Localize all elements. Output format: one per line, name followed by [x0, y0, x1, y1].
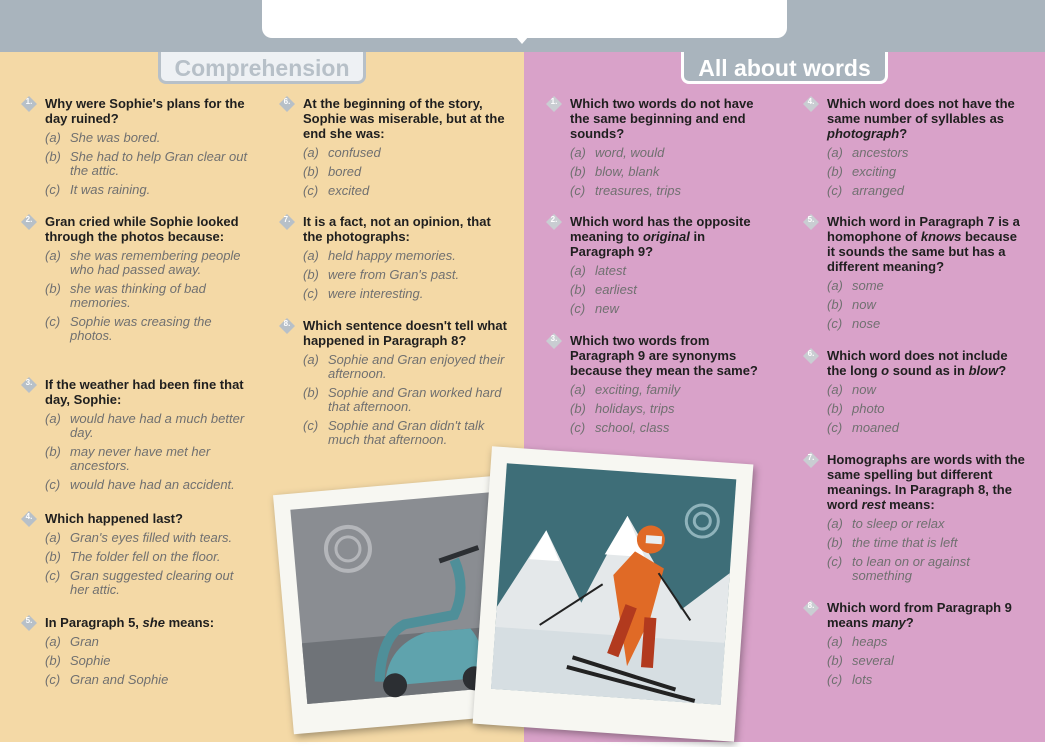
question-number-badge — [21, 96, 37, 112]
option-text: moaned — [852, 420, 899, 435]
comprehension-title: Comprehension — [158, 52, 366, 84]
question-number: 1. — [25, 97, 33, 106]
answer-option[interactable] — [303, 184, 508, 198]
comprehension-question-4 — [25, 511, 250, 597]
option-letter: (b) — [827, 164, 843, 179]
answer-option[interactable] — [570, 402, 770, 416]
option-letter: (b) — [303, 164, 319, 179]
words-question-6 — [807, 348, 1027, 435]
option-text: word, would — [595, 145, 665, 160]
answer-option[interactable] — [570, 264, 770, 278]
question-number-badge — [546, 333, 562, 349]
answer-option[interactable] — [827, 317, 1027, 331]
option-letter: (c) — [303, 418, 319, 433]
option-text: excited — [328, 183, 370, 198]
option-letter: (b) — [827, 401, 843, 416]
option-text: exciting, family — [595, 382, 681, 397]
option-letter: (c) — [827, 183, 843, 198]
question-text: Which sentence doesn't tell what happened in Paragraph 8? — [303, 318, 507, 348]
question-number: 8. — [283, 319, 291, 328]
words-question-4 — [807, 96, 1027, 198]
answer-option[interactable] — [45, 654, 250, 668]
option-text: ancestors — [852, 145, 909, 160]
option-text: bored — [328, 164, 362, 179]
option-text: holidays, trips — [595, 401, 675, 416]
question-number-badge — [546, 96, 562, 112]
comprehension-question-3 — [25, 377, 250, 492]
option-letter: (a) — [303, 248, 319, 263]
answer-option[interactable] — [45, 478, 250, 492]
answer-option[interactable] — [45, 635, 250, 649]
option-text: held happy memories. — [328, 248, 456, 263]
question-number-badge — [803, 348, 819, 364]
option-text: photo — [852, 401, 885, 416]
answer-option[interactable] — [827, 421, 1027, 435]
answer-option[interactable] — [570, 302, 770, 316]
comprehension-question-6 — [283, 96, 508, 198]
option-text: were from Gran's past. — [328, 267, 460, 282]
question-text: Which word does not include the long o sound as in blow? — [827, 348, 1008, 378]
words-question-8 — [807, 600, 1027, 687]
option-letter: (a) — [45, 411, 61, 426]
option-letter: (c) — [45, 568, 61, 583]
words-question-7 — [807, 452, 1027, 583]
option-letter: (c) — [45, 182, 61, 197]
option-text: The folder fell on the floor. — [70, 549, 221, 564]
option-text: heaps — [852, 634, 888, 649]
question-number: 2. — [25, 215, 33, 224]
answer-option[interactable] — [303, 165, 508, 179]
option-letter: (b) — [570, 164, 586, 179]
answer-option[interactable] — [570, 165, 770, 179]
option-letter: (c) — [45, 477, 61, 492]
skier-illustration — [473, 446, 754, 742]
answer-option[interactable] — [827, 536, 1027, 550]
option-letter: (a) — [570, 382, 586, 397]
answer-option[interactable] — [303, 419, 508, 447]
option-text: Sophie and Gran enjoyed their afternoon. — [328, 352, 505, 381]
answer-option[interactable] — [45, 412, 250, 440]
option-text: were interesting. — [328, 286, 424, 301]
question-text: At the beginning of the story, Sophie was miserable, but at the end she was: — [303, 96, 505, 141]
option-text: to lean on or against something — [852, 554, 970, 583]
question-text: It is a fact, not an opinion, that the photographs: — [303, 214, 491, 244]
question-number-badge — [803, 452, 819, 468]
answer-option[interactable] — [45, 150, 250, 178]
option-text: now — [852, 382, 876, 397]
option-text: several — [852, 653, 894, 668]
option-letter: (b) — [45, 149, 61, 164]
answer-option[interactable] — [827, 383, 1027, 397]
words-question-3 — [550, 333, 770, 435]
words-question-1 — [550, 96, 770, 198]
option-text: she was remembering people who had passed away. — [70, 248, 241, 277]
question-number-badge — [21, 214, 37, 230]
question-number-badge — [21, 377, 37, 393]
question-number: 6. — [807, 349, 815, 358]
question-number: 4. — [807, 97, 815, 106]
option-letter: (c) — [827, 420, 843, 435]
option-text: latest — [595, 263, 627, 278]
question-text: Which two words from Paragraph 9 are synonyms because they mean the same? — [570, 333, 758, 378]
option-text: confused — [328, 145, 381, 160]
answer-option[interactable] — [45, 282, 250, 310]
answer-option[interactable] — [45, 569, 250, 597]
answer-option[interactable] — [827, 517, 1027, 531]
question-text: In Paragraph 5, she means: — [45, 615, 215, 630]
option-letter: (c) — [827, 316, 843, 331]
question-number: 7. — [807, 453, 815, 462]
answer-option[interactable] — [45, 249, 250, 277]
option-letter: (a) — [303, 145, 319, 160]
option-letter: (c) — [570, 183, 586, 198]
question-number-badge — [803, 96, 819, 112]
answer-option[interactable] — [570, 146, 770, 160]
option-letter: (b) — [303, 385, 319, 400]
question-text: Homographs are words with the same spelling but different meanings. In Paragraph 8, the word rest means: — [827, 452, 1025, 512]
option-letter: (b) — [45, 281, 61, 296]
option-letter: (b) — [303, 267, 319, 282]
answer-option[interactable] — [45, 445, 250, 473]
option-letter: (a) — [45, 530, 61, 545]
option-text: blow, blank — [595, 164, 660, 179]
option-letter: (a) — [570, 263, 586, 278]
answer-option[interactable] — [303, 287, 508, 301]
skier-photo — [473, 446, 754, 742]
answer-option[interactable] — [570, 283, 770, 297]
option-text: It was raining. — [70, 182, 151, 197]
answer-option[interactable] — [303, 268, 508, 282]
answer-option[interactable] — [303, 353, 508, 381]
answer-option[interactable] — [45, 131, 250, 145]
answer-option[interactable] — [303, 146, 508, 160]
question-number-badge — [21, 615, 37, 631]
option-text: lots — [852, 672, 873, 687]
option-text: nose — [852, 316, 881, 331]
option-text: Gran and Sophie — [70, 672, 169, 687]
comprehension-question-7 — [283, 214, 508, 301]
option-text: new — [595, 301, 619, 316]
option-letter: (b) — [827, 535, 843, 550]
comprehension-question-1 — [25, 96, 250, 197]
answer-option[interactable] — [45, 550, 250, 564]
option-letter: (a) — [827, 516, 843, 531]
header-notch — [515, 36, 529, 44]
option-letter: (c) — [303, 286, 319, 301]
option-text: Gran — [70, 634, 99, 649]
answer-option[interactable] — [570, 421, 770, 435]
question-number-badge — [279, 96, 295, 112]
option-text: to sleep or relax — [852, 516, 945, 531]
option-letter: (b) — [827, 297, 843, 312]
words-question-2 — [550, 214, 770, 316]
question-text: If the weather had been fine that day, Sophie: — [45, 377, 244, 407]
answer-option[interactable] — [827, 673, 1027, 687]
option-letter: (a) — [827, 382, 843, 397]
option-letter: (a) — [827, 278, 843, 293]
question-number-badge — [546, 214, 562, 230]
question-number: 5. — [25, 616, 33, 625]
question-text: Which word has the opposite meaning to original in Paragraph 9? — [570, 214, 751, 259]
option-text: the time that is left — [852, 535, 958, 550]
question-number-badge — [279, 214, 295, 230]
answer-option[interactable] — [827, 165, 1027, 179]
option-letter: (b) — [827, 653, 843, 668]
question-number: 8. — [807, 601, 815, 610]
question-number: 6. — [283, 97, 291, 106]
question-text: Which word does not have the same number of syllables as photograph? — [827, 96, 1015, 141]
all-about-words-title: All about words — [681, 52, 888, 84]
question-number: 2. — [550, 215, 558, 224]
option-text: She had to help Gran clear out the attic. — [70, 149, 248, 178]
words-question-5 — [807, 214, 1027, 331]
question-number: 3. — [25, 378, 33, 387]
option-letter: (b) — [570, 282, 586, 297]
question-text: Which word from Paragraph 9 means many? — [827, 600, 1012, 630]
option-text: Sophie was creasing the photos. — [70, 314, 212, 343]
header-tab — [262, 0, 787, 38]
option-text: Gran suggested clearing out her attic. — [70, 568, 234, 597]
answer-option[interactable] — [45, 315, 250, 343]
answer-option[interactable] — [827, 402, 1027, 416]
option-letter: (b) — [45, 444, 61, 459]
option-letter: (a) — [827, 634, 843, 649]
option-text: She was bored. — [70, 130, 161, 145]
question-text: Which two words do not have the same beginning and end sounds? — [570, 96, 754, 141]
question-text: Which happened last? — [45, 511, 183, 526]
answer-option[interactable] — [827, 555, 1027, 583]
question-text: Why were Sophie's plans for the day ruined? — [45, 96, 245, 126]
option-letter: (c) — [45, 672, 61, 687]
option-letter: (c) — [827, 554, 843, 569]
option-text: would have had a much better day. — [70, 411, 245, 440]
answer-option[interactable] — [303, 386, 508, 414]
answer-option[interactable] — [45, 531, 250, 545]
question-text: Gran cried while Sophie looked through the photos because: — [45, 214, 239, 244]
question-number-badge — [21, 511, 37, 527]
answer-option[interactable] — [570, 383, 770, 397]
top-header-bar — [0, 0, 1045, 52]
answer-option[interactable] — [827, 184, 1027, 198]
answer-option[interactable] — [303, 249, 508, 263]
option-letter: (c) — [570, 420, 586, 435]
option-letter: (c) — [827, 672, 843, 687]
question-number-badge — [803, 600, 819, 616]
option-text: some — [852, 278, 884, 293]
question-number: 4. — [25, 512, 33, 521]
option-text: may never have met her ancestors. — [70, 444, 211, 473]
option-letter: (c) — [45, 314, 61, 329]
question-number: 5. — [807, 215, 815, 224]
comprehension-question-5 — [25, 615, 250, 687]
option-letter: (b) — [45, 549, 61, 564]
answer-option[interactable] — [570, 184, 770, 198]
option-letter: (a) — [303, 352, 319, 367]
answer-option[interactable] — [827, 146, 1027, 160]
comprehension-question-8 — [283, 318, 508, 447]
question-text: Which word in Paragraph 7 is a homophone of knows because it sounds the same but has a different meaning? — [827, 214, 1020, 274]
option-letter: (b) — [570, 401, 586, 416]
question-number: 7. — [283, 215, 291, 224]
answer-option[interactable] — [827, 279, 1027, 293]
option-text: Sophie and Gran worked hard that afternoon. — [328, 385, 502, 414]
option-text: treasures, trips — [595, 183, 681, 198]
option-letter: (a) — [45, 248, 61, 263]
answer-option[interactable] — [827, 298, 1027, 312]
question-number: 3. — [550, 334, 558, 343]
option-letter: (a) — [45, 634, 61, 649]
option-text: exciting — [852, 164, 897, 179]
question-number: 1. — [550, 97, 558, 106]
option-text: Gran's eyes filled with tears. — [70, 530, 233, 545]
option-letter: (b) — [45, 653, 61, 668]
answer-option[interactable] — [827, 635, 1027, 649]
option-text: school, class — [595, 420, 670, 435]
question-number-badge — [279, 318, 295, 334]
option-text: Sophie and Gran didn't talk much that afternoon. — [328, 418, 485, 447]
option-text: she was thinking of bad memories. — [70, 281, 206, 310]
answer-option[interactable] — [827, 654, 1027, 668]
option-text: arranged — [852, 183, 905, 198]
option-letter: (a) — [45, 130, 61, 145]
option-letter: (c) — [303, 183, 319, 198]
question-number-badge — [803, 214, 819, 230]
comprehension-question-2 — [25, 214, 250, 343]
answer-option[interactable] — [45, 673, 250, 687]
option-letter: (a) — [827, 145, 843, 160]
option-letter: (a) — [570, 145, 586, 160]
option-letter: (c) — [570, 301, 586, 316]
option-text: now — [852, 297, 876, 312]
option-text: would have had an accident. — [70, 477, 235, 492]
option-text: earliest — [595, 282, 637, 297]
answer-option[interactable] — [45, 183, 250, 197]
option-text: Sophie — [70, 653, 111, 668]
